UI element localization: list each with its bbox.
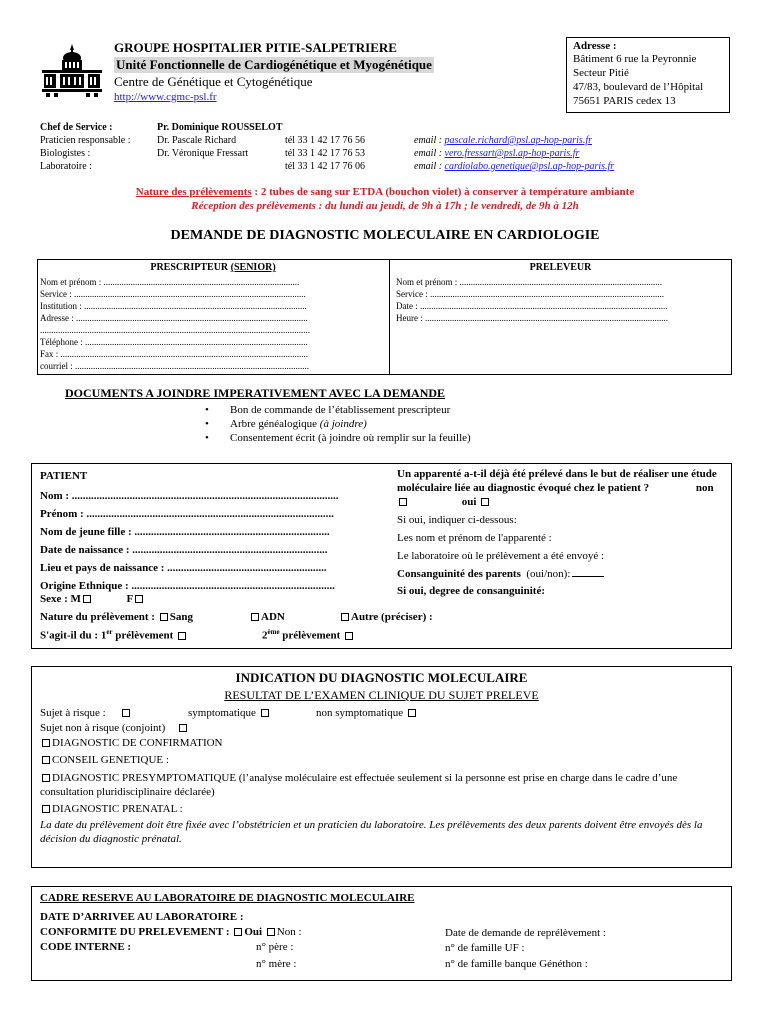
staff-role: Biologistes : [40, 148, 91, 159]
apparente-oui-checkbox[interactable] [481, 498, 489, 506]
hospital-logo [40, 42, 104, 98]
email-label: email : [414, 135, 443, 146]
sang-checkbox[interactable] [160, 613, 168, 621]
premier-prelevement: S'agit-il du : 1er prélèvement [40, 628, 188, 642]
conseil-checkbox[interactable] [42, 756, 50, 764]
unit-name: Unité Fonctionnelle de Cardiogénétique et Myogénétique [116, 57, 432, 72]
autre-checkbox[interactable] [341, 613, 349, 621]
staff-role: Praticien responsable : [40, 135, 131, 146]
staff-tel: tél 33 1 42 17 76 06 [285, 161, 365, 172]
preleveur-field[interactable]: Heure : ............................................................................................................ [396, 313, 668, 323]
prescripteur-field[interactable]: courriel : ........................................................................................................ [40, 361, 309, 371]
staff-role: Laboratoire : [40, 161, 92, 172]
premier-checkbox[interactable] [178, 632, 186, 640]
non-symptomatique-option: non symptomatique [316, 707, 418, 719]
preleveur-field[interactable]: Nom et prénom : .......................................................................................... [396, 277, 662, 287]
prescripteur-field[interactable]: Adresse : ....................................................................................................... [40, 313, 308, 323]
apparente-non-checkbox[interactable] [399, 498, 407, 506]
staff-role: Chef de Service : [40, 122, 113, 133]
prescripteur-field[interactable]: Service : ....................................................................................................... [40, 289, 306, 299]
prescripteur-heading: PRESCRIPTEUR (SENIOR) [150, 262, 276, 273]
preleveur-field[interactable]: Date : .............................................................................................................. [396, 301, 668, 311]
si-oui-label: Si oui, indiquer ci-dessous: [397, 514, 517, 526]
numero-pere[interactable]: n° père : [256, 941, 294, 953]
non-symptomatique-checkbox[interactable] [408, 709, 416, 717]
prescripteur-fields [40, 276, 386, 372]
sexe-m-checkbox[interactable] [83, 595, 91, 603]
email-link[interactable]: pascale.richard@psl.ap-hop-paris.fr [444, 135, 592, 146]
conformite-oui-checkbox[interactable] [234, 928, 242, 936]
address-line: 75651 PARIS cedex 13 [573, 95, 676, 107]
address-line: Secteur Pitié [573, 67, 629, 79]
staff-tel: tél 33 1 42 17 76 56 [285, 135, 365, 146]
numero-mere[interactable]: n° mère : [256, 958, 297, 970]
patient-field-date-naissance[interactable]: Date de naissance : ....................................................................... [40, 544, 328, 556]
indication-heading: INDICATION DU DIAGNOSTIC MOLECULAIRE [235, 670, 528, 685]
famille-genethon[interactable]: n° de famille banque Généthon : [445, 958, 588, 970]
confirmation-checkbox[interactable] [42, 739, 50, 747]
cadre-heading: CADRE RESERVE AU LABORATOIRE DE DIAGNOSTIC MOLECULAIRE [40, 892, 415, 904]
symptomatique-option: symptomatique [188, 707, 271, 719]
date-arrivee-label[interactable]: DATE D’ARRIVEE AU LABORATOIRE : [40, 911, 244, 923]
nature-prelevement-label: Nature du prélèvement : Sang [40, 611, 193, 623]
prescripteur-field[interactable]: ........................................................................................................................ [40, 325, 310, 335]
prescripteur-field[interactable]: Institution : ................................................................................................... [40, 301, 307, 311]
date-reprelevement[interactable]: Date de demande de reprélèvement : [445, 927, 606, 939]
presympto-row: DIAGNOSTIC PRESYMPTOMATIQUE (l’analyse moléculaire est effectuée seulement si la personne est prise en charge dans le cadre d’une consultation pluridisciplinaire déclarée) [40, 772, 678, 798]
box-divider [389, 259, 390, 375]
staff-name: Dr. Pascale Richard [157, 135, 237, 146]
consanguinite-row[interactable]: Consanguinité des parents (oui/non): [397, 568, 604, 580]
sexe-f-checkbox[interactable] [135, 595, 143, 603]
patient-fields [40, 487, 380, 595]
address-box [566, 37, 730, 113]
sujet-non-risque-row: Sujet non à risque (conjoint) [40, 722, 189, 734]
address-line: Bâtiment 6 rue la Peyronnie [573, 53, 697, 65]
presympto-checkbox[interactable] [42, 774, 50, 782]
address-line: 47/83, boulevard de l’Hôpital [573, 81, 704, 93]
conformite-row: CONFORMITE DU PRELEVEMENT : Oui Non : [40, 926, 302, 938]
sample-nature-notice: Nature des prélèvements : 2 tubes de sang sur ETDA (bouchon violet) à conserver à température ambiante [135, 186, 635, 198]
prenatal-row: DIAGNOSTIC PRENATAL : [40, 803, 183, 815]
prescripteur-field[interactable]: Téléphone : ................................................................................................... [40, 337, 308, 347]
patient-heading: PATIENT [40, 470, 88, 482]
patient-field-nom-jeune-fille[interactable]: Nom de jeune fille : ....................................................................... [40, 526, 330, 538]
labo-apparente-label[interactable]: Le laboratoire où le prélèvement a été envoyé : [397, 550, 605, 562]
prenatal-checkbox[interactable] [42, 805, 50, 813]
deuxieme-prelevement: 2ème prélèvement [262, 628, 355, 642]
famille-uf[interactable]: n° de famille UF : [445, 942, 525, 954]
reception-hours: Réception des prélèvements : du lundi au jeudi, de 9h à 17h ; le vendredi, de 9h à 12h [191, 200, 579, 212]
symptomatique-checkbox[interactable] [261, 709, 269, 717]
autre-option: Autre (préciser) : [339, 611, 433, 623]
email-label: email : [414, 161, 443, 172]
adn-option: ADN [249, 611, 285, 623]
sexe-row: Sexe : M F [40, 593, 145, 605]
website-link[interactable]: http://www.cgmc-psl.fr [114, 91, 217, 103]
conseil-row: CONSEIL GENETIQUE : [40, 754, 169, 766]
sujet-risque-row: Sujet à risque : [40, 707, 132, 719]
document-item: • Bon de commande de l’établissement prescripteur [205, 403, 471, 417]
prescripteur-field[interactable]: Nom et prénom : ....................................................................................... [40, 277, 300, 287]
nom-apparente-label[interactable]: Les nom et prénom de l'apparenté : [397, 532, 552, 544]
org-name: GROUPE HOSPITALIER PITIE-SALPETRIERE [114, 40, 397, 55]
email-link[interactable]: vero.fressart@psl.ap-hop-paris.fr [444, 148, 580, 159]
apparente-question: Un apparenté a-t-il déjà été prélevé dans le but de réaliser une étude moléculaire liée au diagnostic évoqué chez le patient ? non oui [397, 468, 717, 508]
code-interne-label[interactable]: CODE INTERNE : [40, 941, 132, 953]
page-title: DEMANDE DE DIAGNOSTIC MOLECULAIRE EN CARDIOLOGIE [170, 228, 600, 243]
centre-name: Centre de Génétique et Cytogénétique [114, 74, 313, 89]
risque-checkbox[interactable] [122, 709, 130, 717]
patient-field-origine[interactable]: Origine Ethnique : .......................................................................... [40, 580, 335, 592]
non-risque-checkbox[interactable] [179, 724, 187, 732]
documents-list [205, 403, 471, 445]
preleveur-field[interactable]: Service : ........................................................................................................ [396, 289, 664, 299]
address-label: Adresse : [573, 40, 617, 52]
preleveur-fields [396, 276, 728, 324]
document-item: • Consentement écrit (à joindre où remplir sur la feuille) [205, 431, 471, 445]
deuxieme-checkbox[interactable] [345, 632, 353, 640]
documents-heading: DOCUMENTS A JOINDRE IMPERATIVEMENT AVEC LA DEMANDE [65, 386, 446, 400]
patient-field-lieu-naissance[interactable]: Lieu et pays de naissance : .......................................................... [40, 562, 327, 574]
prenatal-note: La date du prélèvement doit être fixée avec l’obstétricien et un praticien du laboratoire. Les prélèvements des deux parents doivent être envoyés dès la décision du diagnostic prénatal. [40, 819, 703, 845]
preleveur-heading: PRELEVEUR [529, 262, 592, 273]
document-item: • Arbre généalogique (à joindre) [205, 417, 471, 431]
staff-name: Dr. Véronique Fressart [157, 148, 249, 159]
prescripteur-field[interactable]: Fax : .............................................................................................................. [40, 349, 309, 359]
patient-field-nom[interactable]: Nom : ................................................................................................. [40, 490, 339, 502]
conformite-non-checkbox[interactable] [267, 928, 275, 936]
degre-consanguinite[interactable]: Si oui, degree de consanguinité: [397, 585, 546, 597]
email-label: email : [414, 148, 443, 159]
email-link[interactable]: cardiolabo.genetique@psl.ap-hop-paris.fr [444, 161, 615, 172]
staff-tel: tél 33 1 42 17 76 53 [285, 148, 365, 159]
adn-checkbox[interactable] [251, 613, 259, 621]
indication-subheading: RESULTAT DE L’EXAMEN CLINIQUE DU SUJET PRELEVE [224, 688, 539, 702]
confirmation-row: DIAGNOSTIC DE CONFIRMATION [40, 737, 223, 749]
patient-field-prenom[interactable]: Prénom : .......................................................................................... [40, 508, 334, 520]
staff-name: Pr. Dominique ROUSSELOT [157, 122, 283, 133]
